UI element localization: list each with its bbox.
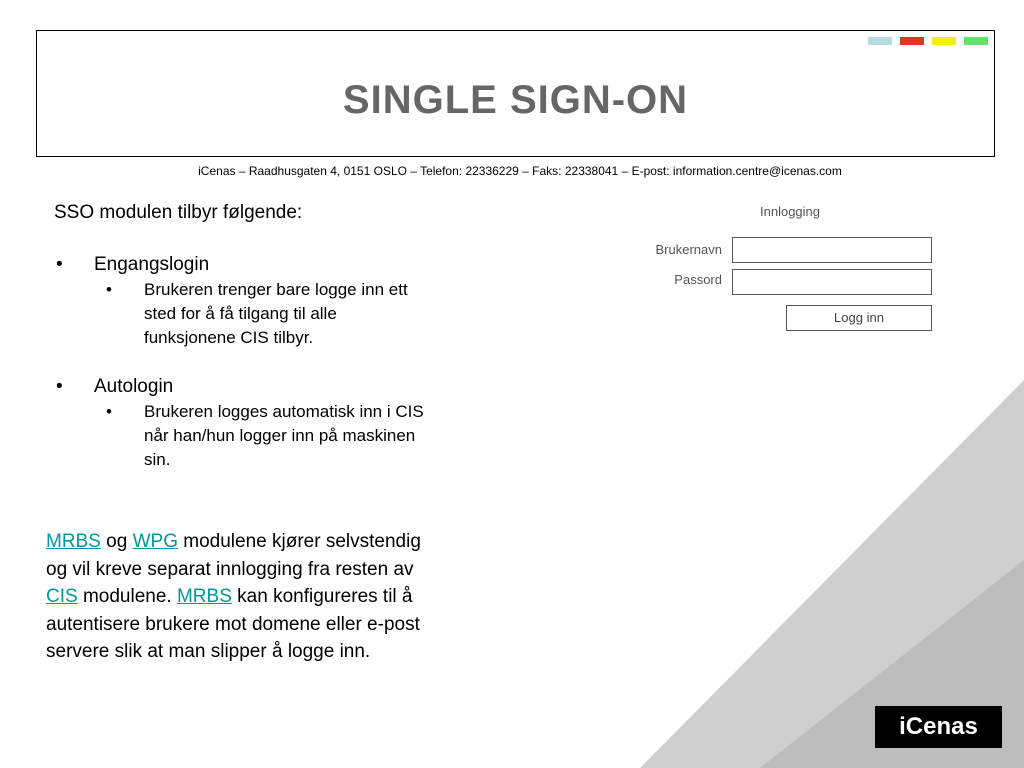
paragraph-text: kan konfigureres til å autentisere brukere mot domene eller e-post servere slik at man slipper å logge inn. bbox=[46, 586, 420, 662]
swatch-yellow bbox=[932, 37, 956, 45]
login-form bbox=[640, 200, 940, 340]
paragraph-text: modulene. bbox=[77, 586, 177, 607]
feature-title-autologin: • Autologin bbox=[54, 374, 444, 400]
login-button[interactable]: Logg inn bbox=[786, 305, 932, 331]
feature-detail-autologin: • Brukeren logges automatisk inn i CIS når han/hun logger inn på maskinen sin. bbox=[54, 400, 424, 472]
color-swatches bbox=[868, 37, 988, 45]
header-box bbox=[36, 30, 995, 157]
feature-detail-engangslogin: • Brukeren trenger bare logge inn ett sted for å få tilgang til alle funksjonene CIS tilbyr. bbox=[54, 278, 424, 350]
swatch-light-blue bbox=[868, 37, 892, 45]
username-field[interactable] bbox=[732, 237, 932, 263]
login-title: Innlogging bbox=[760, 204, 820, 219]
page-title: SINGLE SIGN-ON bbox=[342, 78, 689, 122]
link-wpg[interactable]: WPG bbox=[132, 531, 178, 552]
icenas-logo: iCenas bbox=[875, 706, 1002, 748]
swatch-red bbox=[900, 37, 924, 45]
feature-title-engangslogin: • Engangslogin bbox=[54, 252, 444, 278]
link-cis[interactable]: CIS bbox=[46, 586, 78, 607]
paragraph-text: og bbox=[100, 531, 133, 552]
module-paragraph bbox=[46, 528, 436, 666]
username-label: Brukernavn bbox=[655, 242, 722, 257]
link-mrbs-2[interactable]: MRBS bbox=[176, 586, 232, 607]
link-mrbs[interactable]: MRBS bbox=[46, 531, 101, 552]
intro-text: SSO modulen tilbyr følgende: bbox=[54, 202, 303, 223]
feature-list bbox=[54, 200, 444, 472]
swatch-green bbox=[964, 37, 988, 45]
password-label: Passord bbox=[674, 272, 722, 287]
paragraph-text: modulene kjører selvstendig og vil kreve separat innlogging fra resten av bbox=[46, 531, 421, 580]
password-field[interactable] bbox=[732, 269, 932, 295]
contact-line: iCenas – Raadhusgaten 4, 0151 OSLO – Telefon: 22336229 – Faks: 22338041 – E-post: information.centre@icenas.com bbox=[198, 164, 842, 178]
